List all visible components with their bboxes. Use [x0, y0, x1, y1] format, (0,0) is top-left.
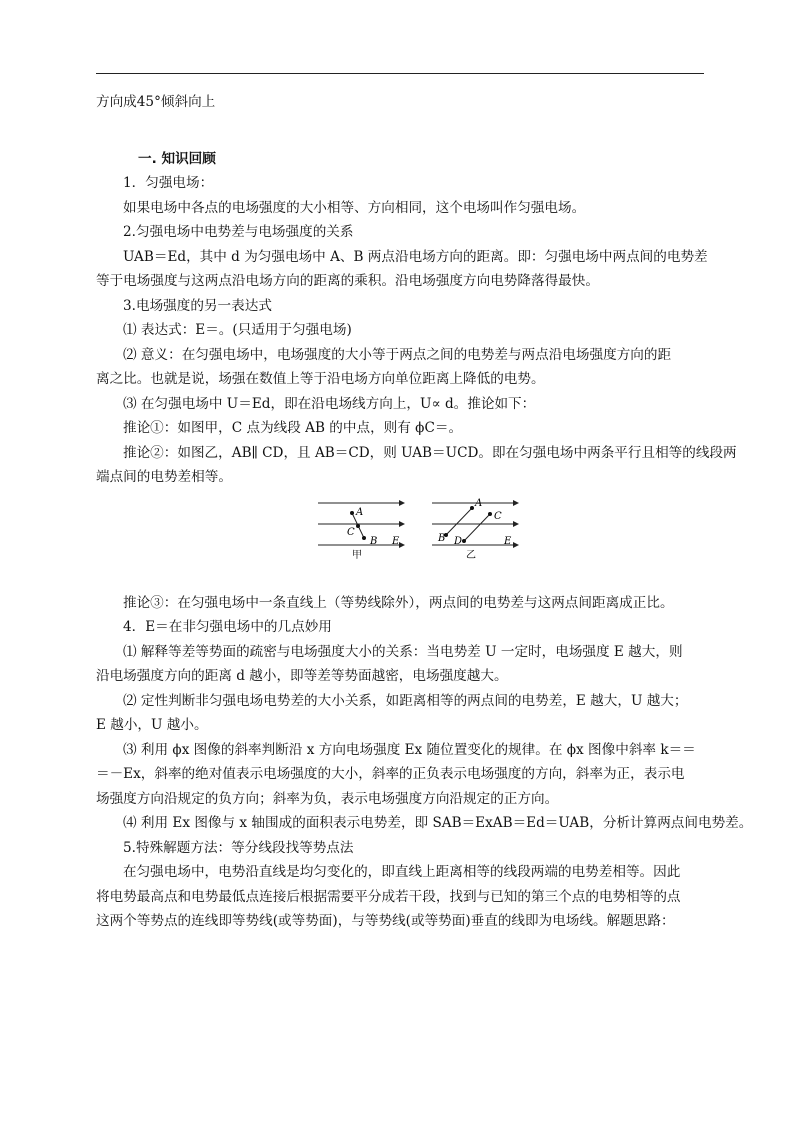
text-line: ⑷ 利用 Ex 图像与 x 轴围成的面积表示电势差，即 SAB＝ExAB＝Ed＝UAB，分析计算两点间电势差。 — [123, 815, 753, 831]
label-b: B — [438, 532, 446, 544]
text-line: 如果电场中各点的电场强度的大小相等、方向相同，这个电场叫作匀强电场。 — [123, 199, 586, 216]
text-line: ⑵ 意义：在匀强电场中，电场强度的大小等于两点之间的电势差与两点沿电场强度方向的距 — [123, 346, 672, 363]
label-c: C — [347, 526, 355, 538]
text-line: ⑶ 利用 ϕx 图像的斜率判断沿 x 方向电场强度 Ex 随位置变化的规律。在 ϕx 图像中斜率 k＝＝ — [123, 741, 696, 758]
label-b: B — [370, 535, 378, 547]
figure-yi — [432, 493, 522, 585]
text-line: 推论③：在匀强电场中一条直线上（等势线除外），两点间的电势差与这两点间距离成正比。 — [123, 594, 674, 611]
text-line: 3.电场强度的另一表达式 — [123, 297, 272, 314]
text-line: 推论②：如图乙，AB∥ CD，且 AB＝CD，则 UAB＝UCD。即在匀强电场中两条平行且相等的线段两 — [123, 444, 737, 461]
text-line: ⑴ 表达式：E＝。(只适用于匀强电场) — [123, 322, 352, 338]
text-line: 方向成45°倾斜向上 — [96, 94, 216, 110]
label-d: D — [454, 535, 463, 547]
text-line: 推论①：如图甲，C 点为线段 AB 的中点，则有 ϕC＝。 — [123, 420, 463, 436]
text-line: E 越小，U 越小。 — [96, 717, 208, 733]
document-body — [96, 90, 753, 934]
figure-jia — [318, 493, 408, 585]
caption-jia: 甲 — [352, 549, 362, 561]
text-line: 离之比。也就是说，场强在数值上等于沿电场方向单位距离上降低的电势。 — [96, 371, 545, 387]
label-a: A — [475, 497, 483, 509]
header-rule — [96, 73, 704, 74]
figure-equipotential — [96, 493, 708, 588]
text-line: UAB＝Ed，其中 d 为匀强电场中 A、B 两点沿电场方向的距离。即：匀强电场中两点间的电势差 — [123, 248, 708, 265]
text-line: ⑴ 解释等差等势面的疏密与电场强度大小的关系：当电势差 U 一定时，电场强度 E 越大，则 — [123, 643, 683, 660]
text-line: ＝－Ex，斜率的绝对值表示电场强度的大小，斜率的正负表示电场强度的方向，斜率为正，表示电 — [96, 766, 685, 782]
text-line: 端点间的电势差相等。 — [96, 469, 232, 485]
text-line: ⑶ 在匀强电场中 U＝Ed，即在沿电场线方向上，U∝ d。推论如下： — [123, 395, 536, 412]
label-c: C — [494, 510, 502, 522]
label-e: E — [392, 535, 400, 547]
text-line: 沿电场强度方向的距离 d 越小，即等差等势面越密，电场强度越大。 — [96, 668, 508, 684]
text-line: 这两个等势点的连线即等势线(或等势面)，与等势线(或等势面)垂直的线即为电场线。解题思路： — [96, 913, 675, 929]
text-line: 将电势最高点和电势最低点连接后根据需要平分成若干段，找到与已知的第三个点的电势相等的点 — [96, 888, 681, 905]
label-a: A — [356, 506, 364, 518]
label-e: E — [504, 535, 512, 547]
text-line: 场强度方向沿规定的负方向；斜率为负，表示电场强度方向沿规定的正方向。 — [96, 790, 559, 807]
text-line: 在匀强电场中，电势沿直线是均匀变化的，即直线上距离相等的线段两端的电势差相等。因此 — [123, 864, 681, 880]
text-line: ⑵ 定性判断非匀强电场电势差的大小关系，如距离相等的两点间的电势差，E 越大，U 越大； — [123, 692, 688, 709]
text-line: 5.特殊解题方法：等分线段找等势点法 — [123, 839, 354, 856]
text-line: 1．匀强电场： — [123, 175, 214, 191]
text-line: 等于电场强度与这两点沿电场方向的距离的乘积。沿电场强度方向电势降落得最快。 — [96, 273, 599, 289]
caption-yi: 乙 — [466, 549, 476, 561]
text-line: 2.匀强电场中电势差与电场强度的关系 — [123, 224, 354, 240]
section-heading: 一. 知识回顾 — [138, 150, 216, 167]
text-line: 4．E＝在非匀强电场中的几点妙用 — [123, 619, 332, 635]
